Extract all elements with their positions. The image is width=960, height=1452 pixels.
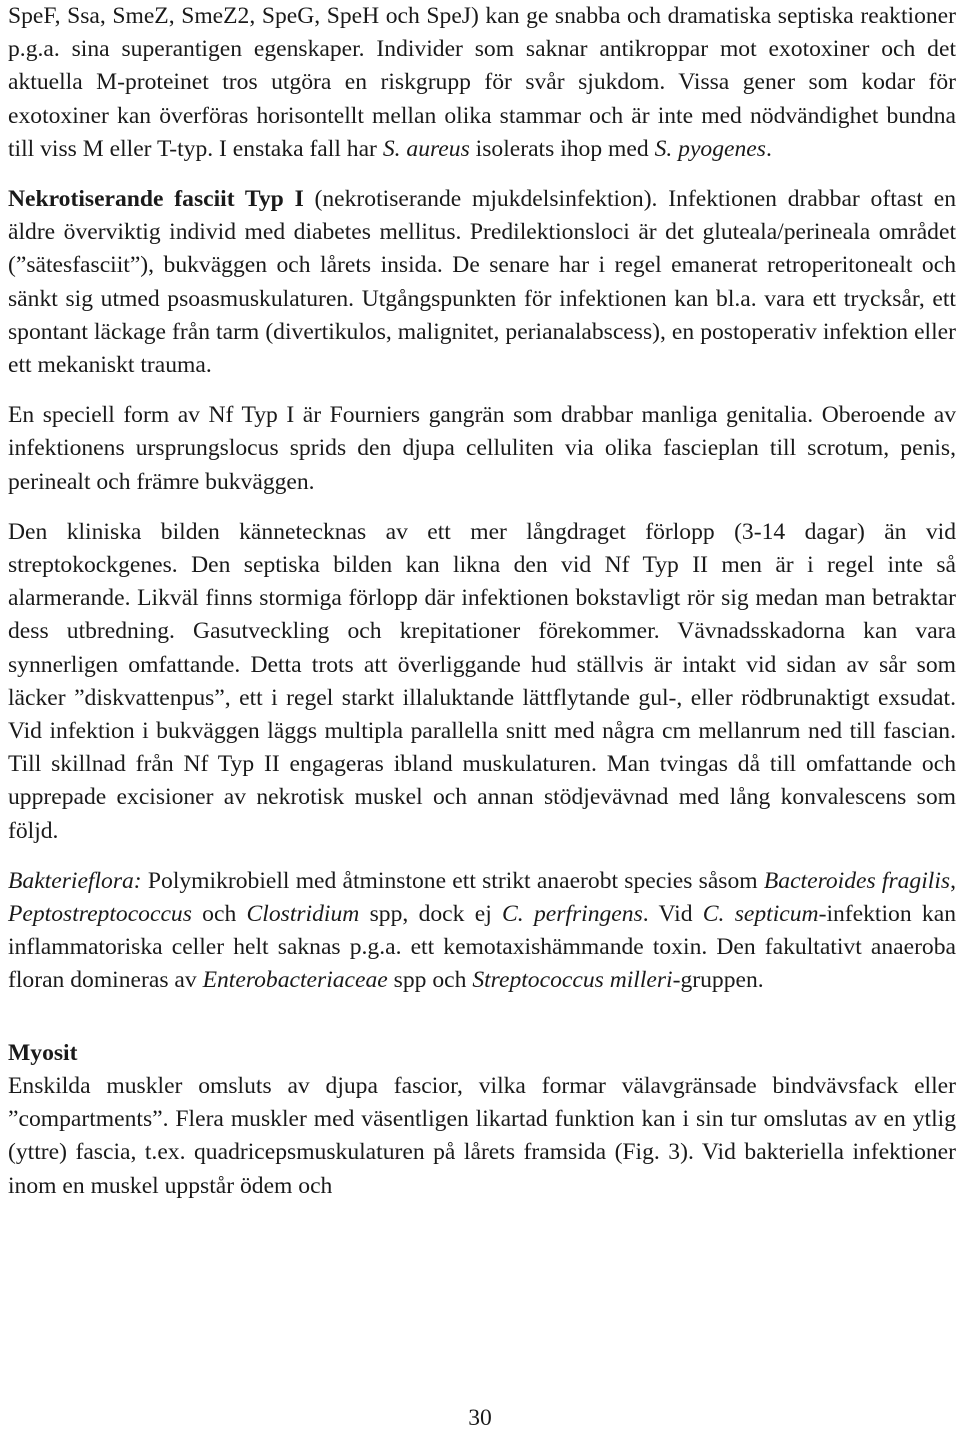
text-run: , (950, 867, 956, 894)
text-run: -infektion kan inflammatoriska celler helt saknas p.g.a. ett kemotaxishämmande toxin. Den fakultativt anaeroba floran domineras av (8, 901, 956, 994)
paragraph-nf-type-1 (8, 183, 956, 382)
text-run: Enskilda muskler omsluts av djupa fascior, vilka formar välavgränsade bindvävsfack eller ”compartments”. Flera muskler med väsentligen likartad funktion kan i sin tur omslutas av en ytlig (yttre) fascia, t.ex. quadricepsmuskulaturen på lårets framsida (Fig. 3). Vid bakteriella infektioner inom en muskel uppstår ödem och (8, 1072, 956, 1199)
species-name: Bacteroides fragilis (763, 867, 951, 894)
species-name: Clostridium (246, 901, 360, 928)
flora-label: Bakterieflora: (8, 867, 142, 894)
paragraph-bacterial-flora (8, 865, 956, 998)
text-run: spp, dock ej (359, 901, 503, 928)
species-name: C. perfringens (502, 901, 643, 928)
section-heading-nf-type-1: Nekrotiserande fasciit Typ I (8, 186, 304, 213)
paragraph-myosit (8, 1037, 956, 1203)
text-run: och (191, 901, 247, 928)
species-name: S. aureus (382, 135, 470, 162)
text-run: SpeF, Ssa, SmeZ, SmeZ2, SpeG, SpeH och SpeJ) kan ge snabba och dramatiska septiska reaktioner p.g.a. sina superantigen egenskaper. Individer som saknar antikroppar mot exotoxiner och det aktuella M-proteinet tros utgöra en riskgrupp för svår sjukdom. Vissa gener som kodar för exotoxiner kan överföras horisontellt mellan olika stammar och är inte med nödvändighet bundna till viss M eller T-typ. I enstaka fall har (8, 3, 956, 162)
text-run: (nekrotiserande mjukdelsinfektion). Infektionen drabbar oftast en äldre överviktig individ med diabetes mellitus. Predilektionsloci är det gluteala/perineala området (”sätesfasciit”), bukväggen och lårets insida. De senare har i regel emanerat retroperitonealt och sänkt sig utmed psoasmuskulaturen. Utgångspunkten för infektionen kan bl.a. vara ett trycksår, ett spontant läckage från tarm (divertikulos, malignitet, perianalabscess), en postoperativ infektion eller ett mekaniskt trauma. (8, 186, 956, 379)
species-name: Enterobacteriaceae (202, 967, 388, 994)
species-name: Peptostreptococcus (8, 901, 192, 928)
text-run: . (765, 135, 772, 162)
species-name: S. pyogenes (654, 135, 766, 162)
text-run: . Vid (642, 901, 703, 928)
document-page (8, 0, 956, 1203)
section-heading-myosit: Myosit (8, 1039, 78, 1066)
text-run: En speciell form av Nf Typ I är Fourniers gangrän som drabbar manliga genitalia. Oberoende av infektionens ursprungslocus sprids den djupa celluliten via olika fascieplan till scrotum, penis, perinealt och främre bukväggen. (8, 402, 956, 495)
paragraph-fournier (8, 399, 956, 499)
page-number: 30 (468, 1405, 492, 1431)
text-run: Den kliniska bilden kännetecknas av ett mer långdraget förlopp (3-14 dagar) än vid streptokockgenes. Den septiska bilden kan likna den vid Nf Typ II men är i regel inte så alarmerande. Likväl finns stormiga förlopp där infektionen bokstavligt rör sig medan man betraktar dess utbredning. Gasutveckling och krepitationer förekommer. Vävnadsskadorna kan vara synnerligen omfattande. Detta trots att överliggande hud ställvis är intakt vid sidan av sår som läcker ”diskvattenpus”, ett i regel starkt illaluktande lättflytande gul-, eller rödbrunaktigt exsudat. Vid infektion i bukväggen läggs multipla parallella snitt med några cm mellanrum ned till fascian. Till skillnad från Nf Typ II engageras ibland muskulaturen. Man tvingas då till omfattande och upprepade excisioner av nekrotisk muskel och annan stödjevävnad med lång konvalescens som följd. (8, 518, 956, 844)
text-run: -gruppen. (672, 967, 764, 994)
text-run: spp och (387, 967, 473, 994)
text-run: isolerats ihop med (469, 135, 655, 162)
species-name: C. septicum (702, 901, 819, 928)
paragraph-clinical-picture (8, 516, 956, 848)
species-name: Streptococcus milleri (472, 967, 673, 994)
paragraph-exotoxins (8, 0, 956, 166)
text-run: Polymikrobiell med åtminstone ett strikt anaerobt species såsom (141, 867, 764, 894)
